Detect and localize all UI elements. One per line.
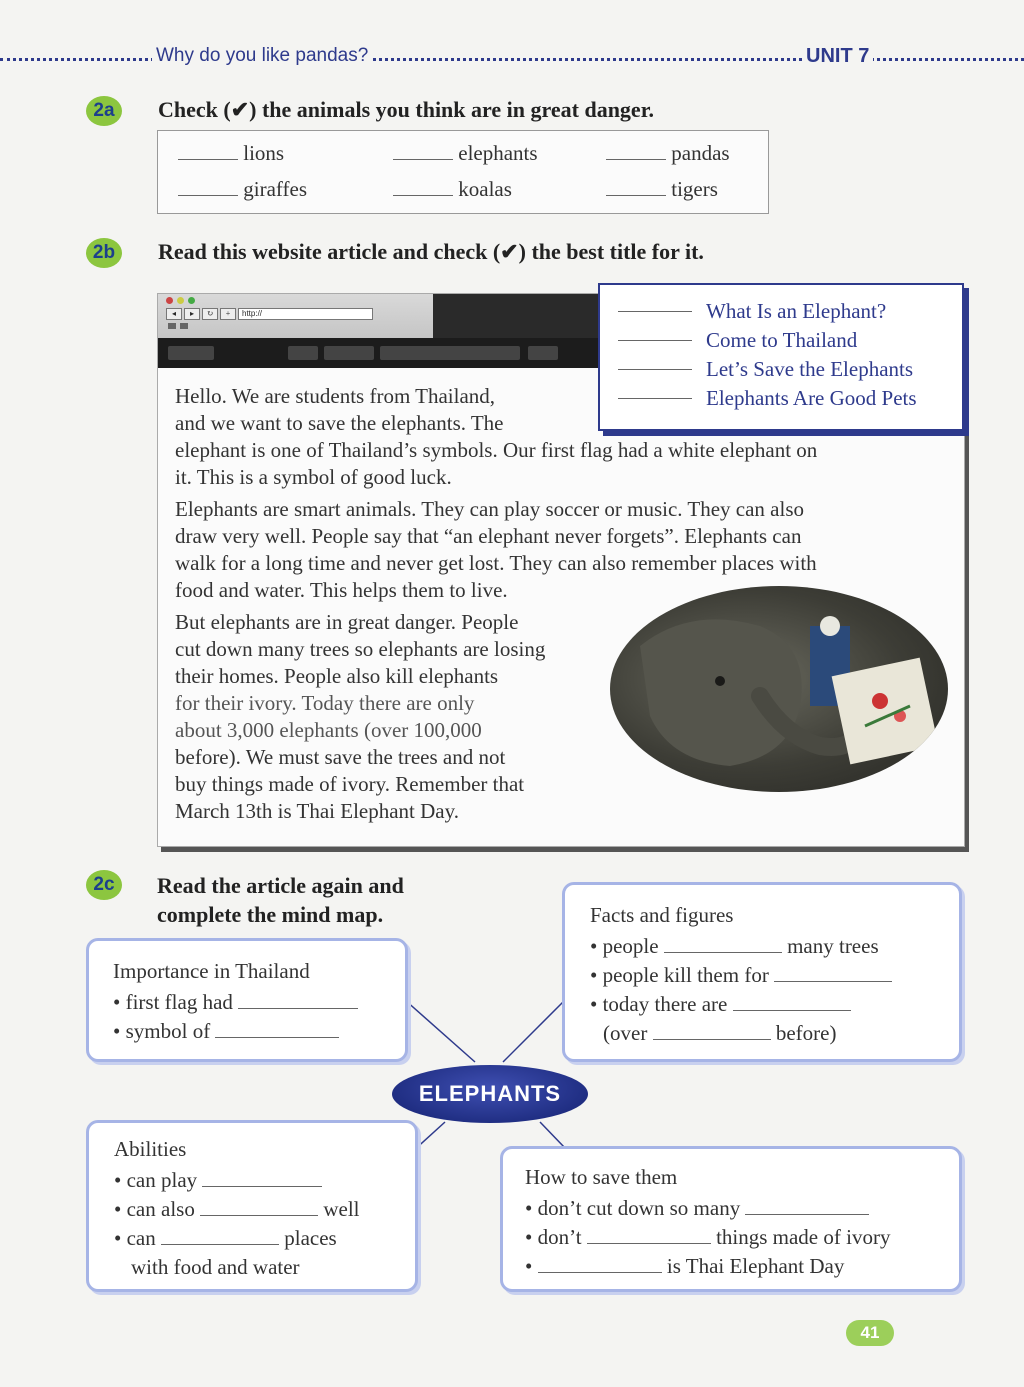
abilities-line-4: with food and water <box>131 1255 300 1279</box>
elephants-center-node: ELEPHANTS <box>392 1065 588 1123</box>
answer-blank[interactable] <box>538 1272 662 1273</box>
animal-label: tigers <box>671 177 718 201</box>
save-line-1 <box>525 1194 869 1223</box>
article-line: But elephants are in great danger. People <box>175 610 519 634</box>
badge-2b: 2b <box>86 238 122 268</box>
line-text: • don’t <box>525 1225 582 1249</box>
article-line: before). We must save the trees and not <box>175 745 506 769</box>
answer-blank[interactable] <box>774 981 892 982</box>
reload-icon[interactable]: ↻ <box>202 308 218 320</box>
importance-box <box>86 938 408 1062</box>
abilities-line-2 <box>114 1195 359 1224</box>
line-text: places <box>284 1226 337 1250</box>
article-line: about 3,000 elephants (over 100,000 <box>175 718 482 742</box>
article-line: walk for a long time and never get lost. They can also remember places with <box>175 551 817 575</box>
answer-blank[interactable] <box>733 1010 851 1011</box>
line-text: • can also <box>114 1197 195 1221</box>
forward-icon[interactable]: ▸ <box>184 308 200 320</box>
line-text: • don’t cut down so many <box>525 1196 741 1220</box>
line-text: is Thai Elephant Day <box>666 1254 845 1278</box>
line-text: many trees <box>787 934 879 958</box>
importance-line-2 <box>113 1017 339 1046</box>
instruction-2a: Check (✔) the animals you think are in great danger. <box>158 97 654 122</box>
save-line-3 <box>525 1252 844 1281</box>
answer-blank[interactable] <box>238 1008 358 1009</box>
title-option-label: Elephants Are Good Pets <box>706 386 917 410</box>
animal-label: giraffes <box>243 177 307 201</box>
line-text: before) <box>775 1021 837 1045</box>
how-to-save-box <box>500 1146 962 1292</box>
abilities-line-3 <box>114 1224 337 1253</box>
line-text: • symbol of <box>113 1019 211 1043</box>
answer-blank[interactable] <box>653 1039 771 1040</box>
article-line: elephant is one of Thailand’s symbols. Our first flag had a white elephant on <box>175 438 818 462</box>
abilities-title: Abilities <box>114 1137 187 1161</box>
article-line: it. This is a symbol of good luck. <box>175 465 452 489</box>
line-text: • can play <box>114 1168 198 1192</box>
article-line: and we want to save the elephants. The <box>175 411 504 435</box>
answer-blank[interactable] <box>745 1214 869 1215</box>
answer-blank[interactable] <box>215 1037 339 1038</box>
animal-label: pandas <box>671 141 730 165</box>
answer-blank[interactable] <box>161 1244 279 1245</box>
abilities-box <box>86 1120 418 1292</box>
line-text: • today there are <box>590 992 728 1016</box>
facts-line-1 <box>590 932 879 961</box>
importance-title: Importance in Thailand <box>113 959 310 983</box>
line-text: (over <box>603 1021 648 1045</box>
line-text: • first flag had <box>113 990 233 1014</box>
badge-2c: 2c <box>86 870 122 900</box>
instruction-line: Read the article again and <box>157 873 404 898</box>
animal-label: koalas <box>458 177 512 201</box>
back-icon[interactable]: ◂ <box>166 308 182 320</box>
unit-label: UNIT 7 <box>802 45 873 68</box>
title-option-label: Come to Thailand <box>706 328 858 352</box>
line-text: • people <box>590 934 659 958</box>
line-text: things made of ivory <box>716 1225 891 1249</box>
answer-blank[interactable] <box>200 1215 318 1216</box>
article-line: cut down many trees so elephants are losing <box>175 637 546 661</box>
answer-blank[interactable] <box>664 952 782 953</box>
instruction-2b: Read this website article and check (✔) the best title for it. <box>158 239 704 264</box>
facts-line-4 <box>603 1019 836 1048</box>
importance-line-1 <box>113 988 358 1017</box>
animal-label: elephants <box>458 141 538 165</box>
facts-line-2 <box>590 961 892 990</box>
address-bar[interactable]: http:// <box>238 308 373 320</box>
article-line: Elephants are smart animals. They can play soccer or music. They can also <box>175 497 805 521</box>
article-line: buy things made of ivory. Remember that <box>175 772 525 796</box>
badge-2a: 2a <box>86 96 122 126</box>
article-line: March 13th is Thai Elephant Day. <box>175 799 460 823</box>
page-number: 41 <box>846 1320 894 1346</box>
line-text: • <box>525 1254 533 1278</box>
add-tab-icon[interactable]: + <box>220 308 236 320</box>
article-line: for their ivory. Today there are only <box>175 691 475 715</box>
title-option-label: What Is an Elephant? <box>706 299 887 323</box>
instruction-line: complete the mind map. <box>157 902 384 927</box>
save-title: How to save them <box>525 1165 678 1189</box>
abilities-line-1 <box>114 1166 322 1195</box>
line-text: well <box>323 1197 360 1221</box>
article-line: draw very well. People say that “an elephant never forgets”. Elephants can <box>175 524 802 548</box>
facts-title: Facts and figures <box>590 903 734 927</box>
title-option-label: Let’s Save the Elephants <box>706 357 914 381</box>
facts-line-3 <box>590 990 851 1019</box>
article-line: food and water. This helps them to live. <box>175 578 508 602</box>
header-title: Why do you like pandas? <box>152 45 372 67</box>
line-text: • can <box>114 1226 156 1250</box>
article-line: Hello. We are students from Thailand, <box>175 384 496 408</box>
facts-box <box>562 882 962 1062</box>
answer-blank[interactable] <box>587 1243 711 1244</box>
answer-blank[interactable] <box>202 1186 322 1187</box>
line-text: • people kill them for <box>590 963 769 987</box>
animal-label: lions <box>243 141 285 165</box>
save-line-2 <box>525 1223 890 1252</box>
article-line: their homes. People also kill elephants <box>175 664 499 688</box>
